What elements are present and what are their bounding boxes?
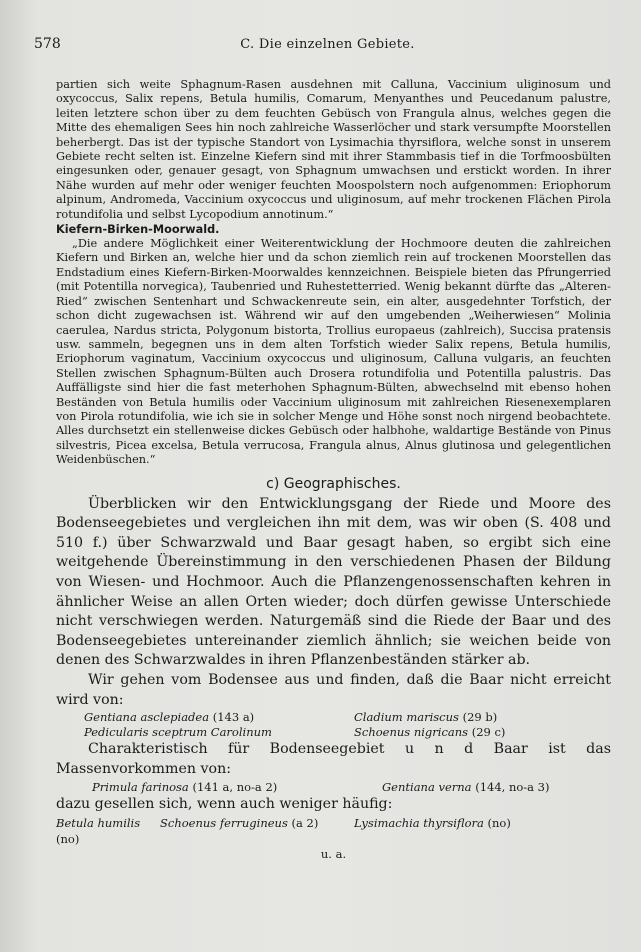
text-block-massenvorkommen bbox=[56, 740, 611, 779]
text-block-upper bbox=[56, 78, 611, 468]
plant-item: Gentiana asclepiadea (143 a) bbox=[84, 710, 255, 725]
plant-item: Cladium mariscus (29 b) bbox=[354, 710, 498, 725]
plant-item: Lysimachia thyrsiflora (no) bbox=[354, 815, 511, 830]
plant-item: Schoenus ferrugineus (a 2) bbox=[160, 815, 319, 830]
section-title: c) Geographisches. bbox=[266, 475, 401, 492]
paragraph-not-reached: Wir gehen vom Bodensee aus und finden, daß die Baar nicht erreicht wird von: bbox=[56, 671, 611, 708]
page-header bbox=[34, 36, 611, 58]
plant-item: Primula farinosa (141 a, no-a 2) bbox=[92, 780, 278, 795]
paragraph-additional: dazu gesellen sich, wenn auch weniger häufig: bbox=[56, 796, 393, 813]
plant-item: Pedicularis sceptrum Carolinum bbox=[84, 725, 272, 740]
page-number: 578 bbox=[34, 36, 61, 52]
plant-item: Gentiana verna (144, no-a 3) bbox=[382, 780, 550, 795]
text-block-geographisches bbox=[56, 495, 611, 711]
paragraph-characteristic: Charakteristisch für Bodenseegebiet u n d Baar ist das Massenvorkommen von: bbox=[56, 741, 611, 777]
paragraph-moorwald: „Die andere Möglichkeit einer Weiterentwicklung der Hochmoore deuten die zahlreichen Kiefern und Birken an, welche hier und da schon ziemlich rein auf trockenen Moorstellen das Endstadium eines Kiefern-Birken-Moorwaldes kennzeichnen. Beispiele bieten das Pfrungerried (mit Potentilla norvegica), Taubenried und Ruhestetterried. Wenig bekannt dürfte das „Alteren-Ried“ zwischen Sentenhart und Schwackenreute sein, ein alter, ausgedehnter Torfstich, der schon dicht zugewachsen ist. Während wir auf den umgebenden „Weiherwiesen“ Molinia caerulea, Nardus stricta, Polygonum bistorta, Trollius europaeus (zahlreich), Succisa pratensis usw. sammeln, begegnen uns in dem alten Torfstich wieder Salix repens, Betula humilis, Eriophorum vaginatum, Vaccinium oxycoccus und uliginosum, Calluna vulgaris, an feuchten Stellen zwischen Sphagnum-Bülten auch Drosera rotundifolia und Potentilla palustris. Das Auffälligste sind hier die fast meterhohen Sphagnum-Bülten, abwechselnd mit ebenso hohen Beständen von Betula humilis oder Vaccinium uliginosum mit zahlreichen Riesenexemplaren von Pirola rotundifolia, wie ich sie in solcher Menge und Höhe sonst noch nirgend beobachtete. Alles durchsetzt ein stellenweise dickes Gebüsch oder halbhohe, waldartige Bestände von Pinus silvestris, Picea excelsa, Betula verrucosa, Frangula alnus, Alnus glutinosa und gelegentlichen Weidenbüschen.“ bbox=[56, 237, 611, 467]
paragraph-overview: Überblicken wir den Entwicklungsgang der Riede und Moore des Bodenseegebietes und vergleichen ihn mit dem, was wir oben (S. 408 und 510 f.) über Schwarzwald und Baar gesagt haben, so ergibt sich eine weitgehende Übereinstimmung in den verschiedenen Phasen der Bildung von Wiesen- und Hochmoor. Auch die Pflanzengenossenschaften kehren in ähnlicher Weise an allen Orten wieder; doch dürfen gewisse Unterschiede nicht verschwiegen werden. Naturgemäß sind die Riede der Baar und des Bodenseegebietes untereinander ziemlich ähnlich; sie weichen beide von denen des Schwarzwaldes in ihren Pflanzenbeständen stärker ab. bbox=[56, 495, 611, 669]
plant-list-mass-occurrence bbox=[92, 779, 611, 795]
plant-item: Betula humilis (no) bbox=[56, 815, 141, 846]
running-title: C. Die einzelnen Gebiete. bbox=[240, 37, 415, 52]
closing-abbreviation: u. a. bbox=[320, 846, 347, 861]
text-block-additional bbox=[56, 795, 611, 815]
paragraph-hochmoor-continuation: partien sich weite Sphagnum-Rasen ausdehnen mit Calluna, Vaccinium uliginosum und oxycoccus, Salix repens, Betula humilis, Comarum, Menyanthes und Peucedanum palustre, leiten letztere schon über zu dem feuchten Gebüsch von Frangula alnus, welches gegen die Mitte des ehemaligen Sees hin noch zahlreiche Wasserlöcher und stark versumpfte Moorstellen beherbergt. Das ist der typische Standort von Lysimachia thyrsiflora, welche sonst in unserem Gebiete recht selten ist. Einzelne Kiefern sind mit ihrer Stammbasis tief in die Torfmoosbülten eingesunken oder, genauer gesagt, von Sphagnum umwachsen und erstickt worden. In ihrer Nähe wurden auf mehr oder weniger feuchten Moospolstern noch aufgenommen: Eriophorum alpinum, Andromeda, Vaccinium oxycoccus und uliginosum, auf mehr trockenen Flächen Pirola rotundifolia und selbst Lycopodium annotinum.“ bbox=[56, 78, 611, 221]
plant-list-less-frequent bbox=[56, 815, 611, 847]
plant-item: Schoenus nigricans (29 c) bbox=[354, 725, 506, 740]
plant-list-not-reached bbox=[84, 710, 611, 740]
subheading-kiefern-birken-moorwald: Kiefern-Birken-Moorwald. bbox=[56, 223, 220, 237]
